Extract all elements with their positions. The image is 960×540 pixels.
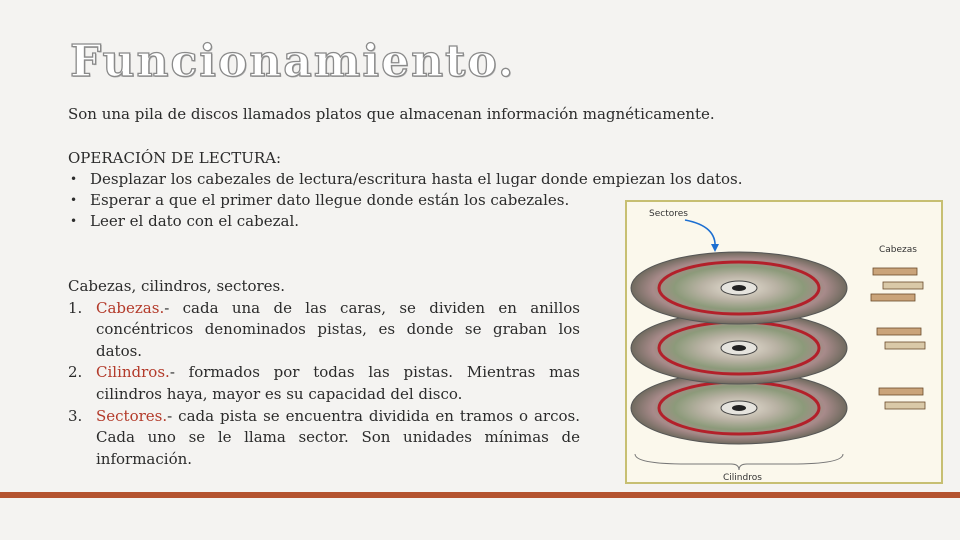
list-item xyxy=(68,169,788,190)
disk-platters-figure xyxy=(625,200,943,484)
term-description: - cada pista se encuentra dividida en tramos o arcos. Cada uno se le llama sector. Son unidades mínimas de información. xyxy=(96,406,580,468)
list-item-text: Desplazar los cabezales de lectura/escritura hasta el lugar donde empiezan los datos. xyxy=(90,170,743,188)
sectores-arrow xyxy=(685,220,715,248)
arrow-head-icon xyxy=(711,244,719,252)
list-item xyxy=(68,406,580,471)
list-item xyxy=(68,362,580,405)
slide-title: Funcionamiento. xyxy=(70,36,516,87)
term-description: - cada una de las caras, se dividen en anillos concéntricos denominados pistas, es donde se graban los datos. xyxy=(96,298,580,360)
intro-text: Son una pila de discos llamados platos que almacenan información magnéticamente. xyxy=(68,105,715,123)
label-sectores: Sectores xyxy=(649,209,688,219)
list-number: 3. xyxy=(68,406,83,425)
label-cabezas: Cabezas xyxy=(879,245,917,255)
platter-top xyxy=(631,252,847,324)
disk-platters-illustration xyxy=(627,202,941,482)
list-number: 1. xyxy=(68,298,83,317)
label-cilindros: Cilindros xyxy=(723,473,762,482)
bullet-icon: • xyxy=(70,193,78,207)
read-operation-heading: OPERACIÓN DE LECTURA: xyxy=(68,149,282,167)
components-list xyxy=(68,298,580,471)
list-item-text: Leer el dato con el cabezal. xyxy=(90,212,300,230)
bullet-icon: • xyxy=(70,214,78,228)
components-heading: Cabezas, cilindros, sectores. xyxy=(68,277,286,295)
read-write-heads xyxy=(871,268,925,409)
list-item-text: Esperar a que el primer dato llegue donde están los cabezales. xyxy=(90,191,570,209)
bullet-icon: • xyxy=(70,172,78,186)
components-section xyxy=(68,276,580,470)
list-number: 2. xyxy=(68,363,83,382)
bottom-accent-bar xyxy=(0,492,960,498)
term-sectores: Sectores. xyxy=(96,406,168,425)
term-cabezas: Cabezas. xyxy=(96,298,165,317)
list-item xyxy=(68,298,580,363)
term-description: - formados por todas las pistas. Mientras mas cilindros haya, mayor es su capacidad del disco. xyxy=(96,363,580,403)
cilindros-brace xyxy=(635,454,843,470)
term-cilindros: Cilindros. xyxy=(96,363,170,382)
